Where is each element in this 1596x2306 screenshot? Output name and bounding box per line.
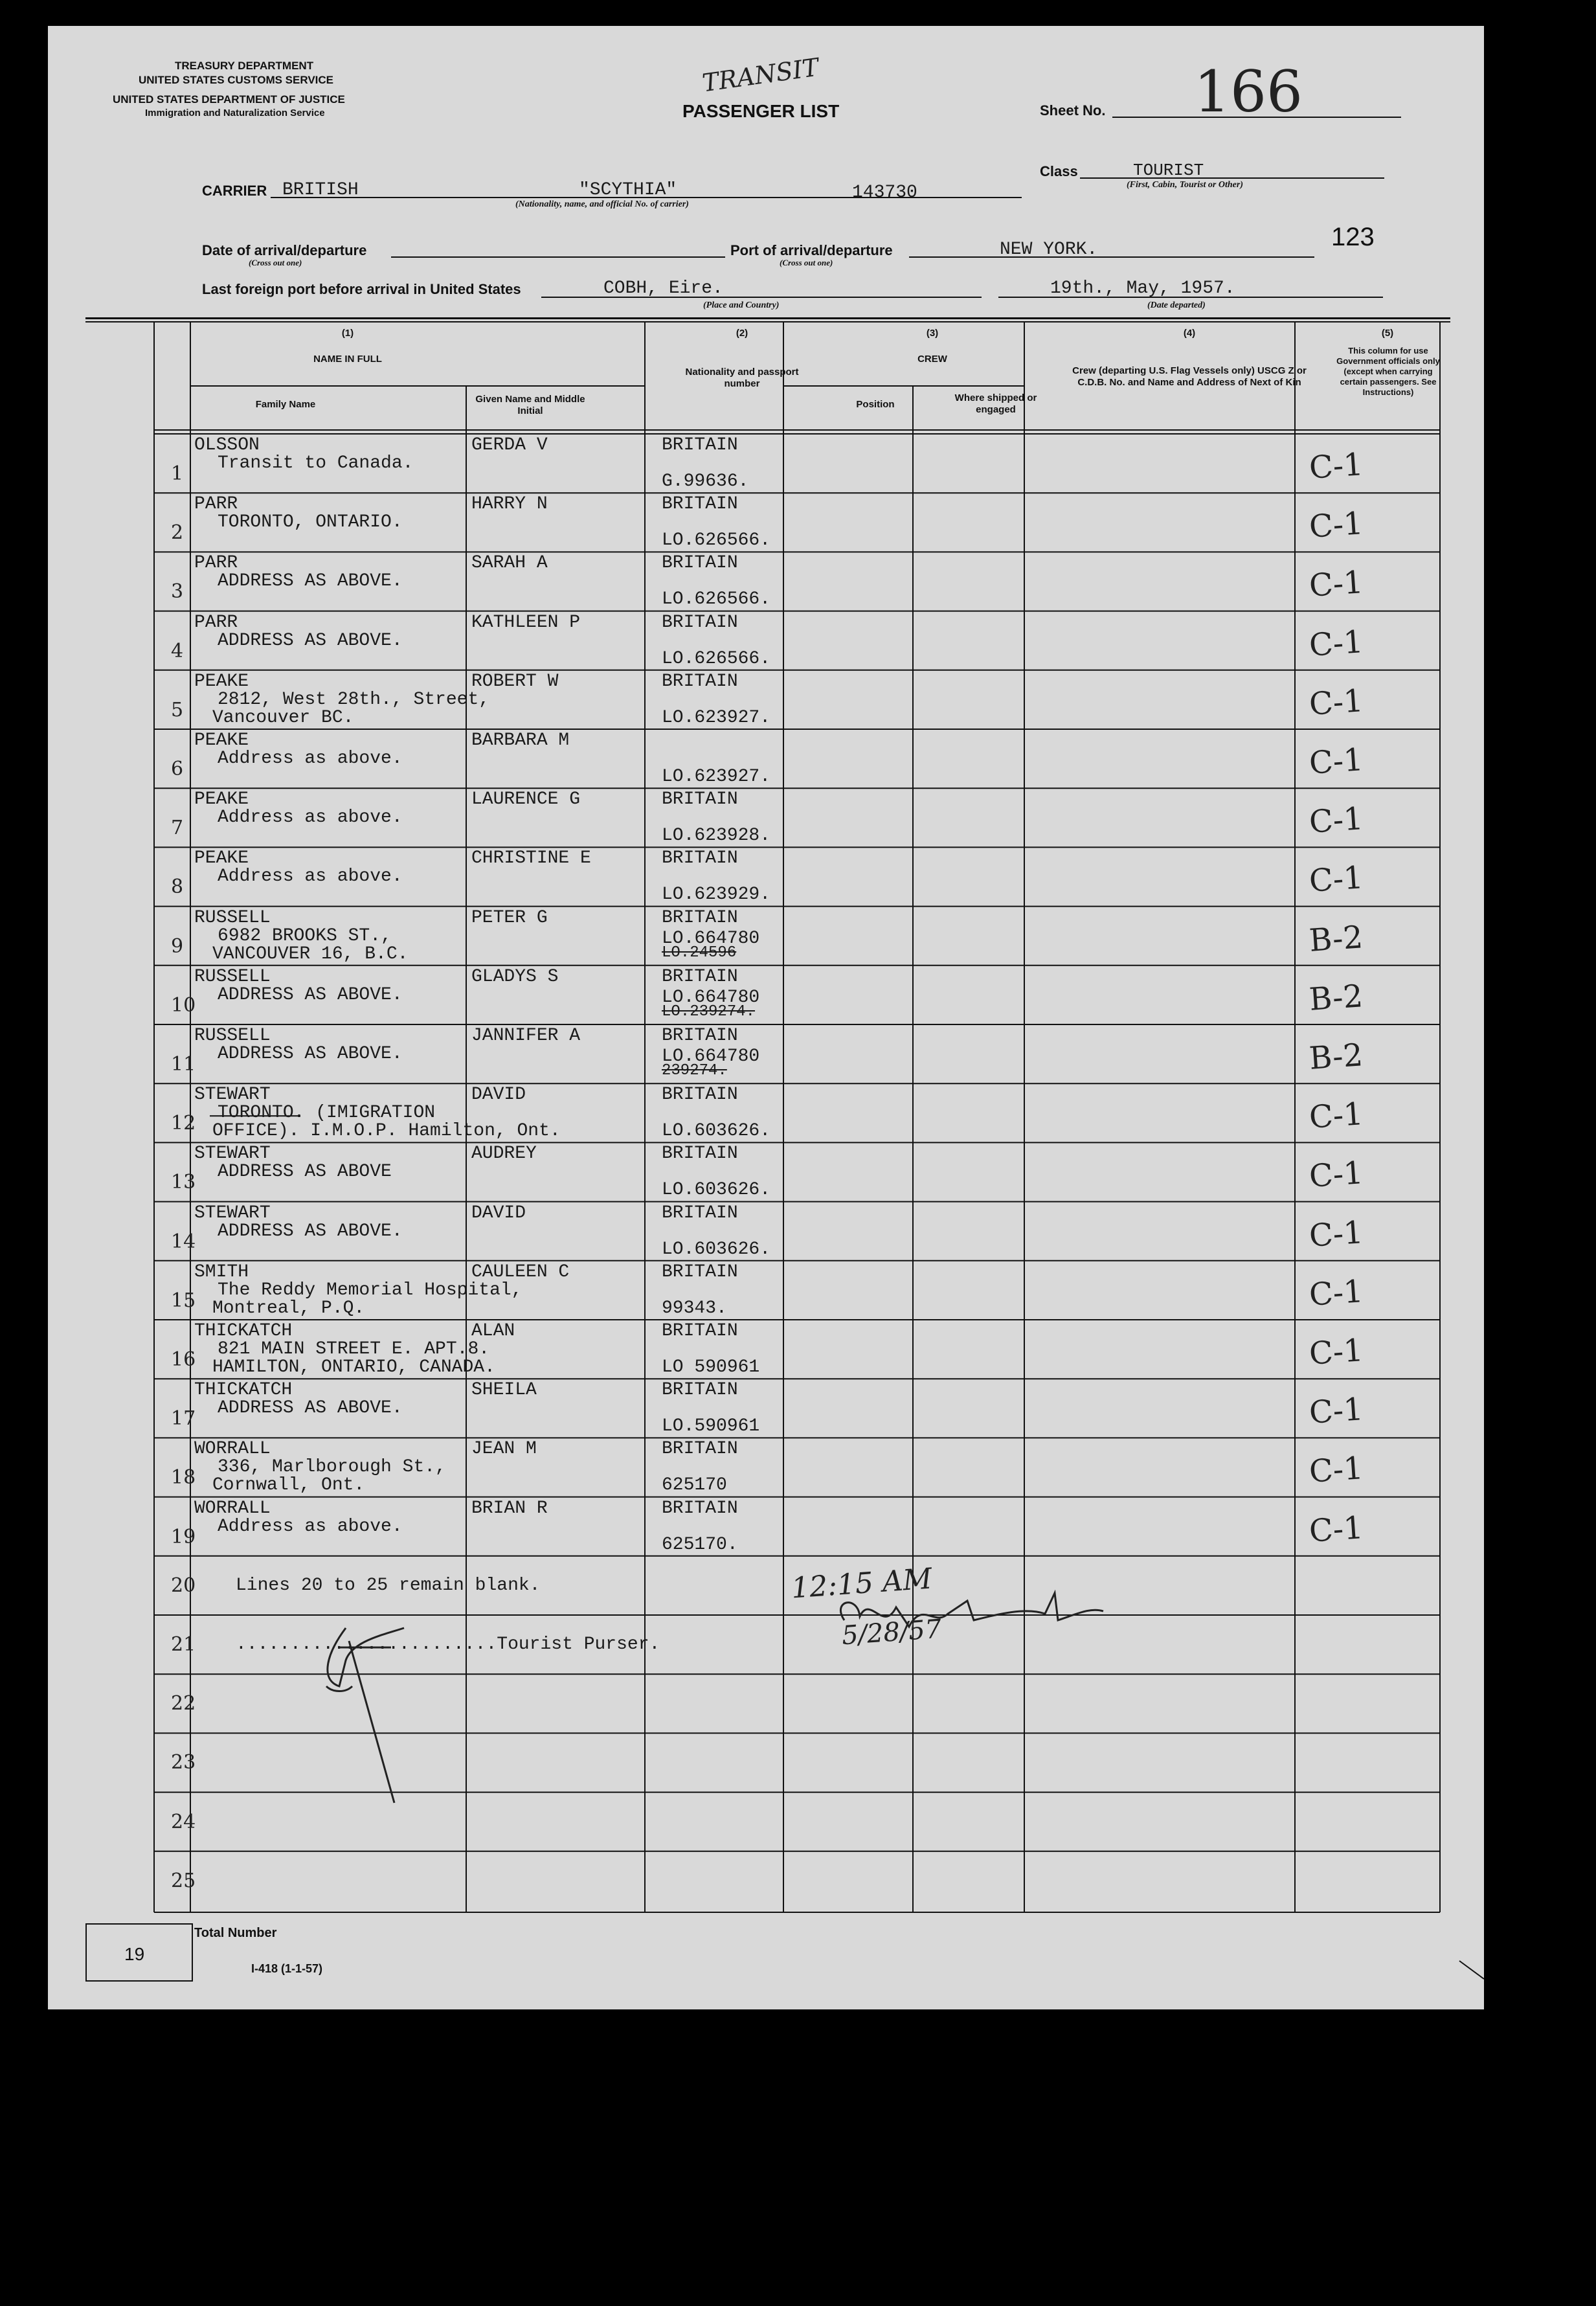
- date-hint: (Cross out one): [249, 258, 302, 267]
- nationality: BRITAIN: [662, 907, 738, 928]
- official-mark: C-1: [1308, 682, 1365, 723]
- family-name: SMITH: [194, 1261, 249, 1282]
- address-line-2: HAMILTON, ONTARIO, CANADA.: [212, 1357, 495, 1377]
- address-line-1: 2812, West 28th., Street,: [218, 689, 490, 710]
- hand-note-time: 12:15 AM: [790, 1562, 934, 1605]
- row-number: 11: [171, 1053, 196, 1076]
- date-departed-hint: (Date departed): [1147, 300, 1206, 310]
- nationality: BRITAIN: [662, 1085, 738, 1105]
- official-mark: B-2: [1308, 977, 1364, 1018]
- total-number-label: Total Number: [194, 1926, 277, 1940]
- agency-line-2: UNITED STATES CUSTOMS SERVICE: [139, 74, 334, 86]
- row-number: 19: [171, 1525, 196, 1548]
- passport-number: 625170: [662, 1475, 727, 1496]
- family-name: STEWART: [194, 1144, 271, 1164]
- col1-num: (1): [341, 328, 354, 339]
- col3-num: (3): [926, 328, 939, 339]
- col3-title: CREW: [917, 354, 947, 365]
- row-number: 14: [171, 1230, 196, 1253]
- col5-header: This column for use Government officials only (except when carrying certain passengers. See Instructions): [1336, 346, 1440, 397]
- official-mark: C-1: [1308, 859, 1365, 900]
- passport-number: LO.626566.: [662, 589, 771, 610]
- given-name: BARBARA M: [471, 730, 570, 751]
- family-name: PEAKE: [194, 789, 249, 810]
- address-line-1: ADDRESS AS ABOVE.: [218, 1398, 403, 1419]
- col3b-header: Where shipped or engaged: [954, 392, 1037, 415]
- address-line-2: OFFICE). I.M.O.P. Hamilton, Ont.: [212, 1121, 561, 1142]
- family-name: WORRALL: [194, 1498, 271, 1519]
- address-line-1: Address as above.: [218, 749, 403, 769]
- row-number: 5: [171, 698, 184, 721]
- official-mark: C-1: [1308, 564, 1365, 605]
- date-departed-value: 19th., May, 1957.: [1050, 278, 1235, 299]
- nationality: BRITAIN: [662, 1380, 738, 1401]
- passport-number: 625170.: [662, 1534, 738, 1555]
- port-number: 123: [1331, 223, 1375, 251]
- hand-note-date: 5/28/57: [840, 1614, 943, 1651]
- given-name: DAVID: [471, 1085, 526, 1105]
- nationality: BRITAIN: [662, 612, 738, 633]
- nationality: BRITAIN: [662, 494, 738, 515]
- transit-stamp: TRANSIT: [700, 52, 821, 98]
- official-mark: C-1: [1308, 505, 1365, 546]
- passport-number: LO.590961: [662, 1416, 760, 1437]
- row-number: 17: [171, 1407, 196, 1430]
- table-grid: [48, 26, 1484, 2009]
- carrier-official-no: 143730: [852, 183, 917, 203]
- official-mark: C-1: [1308, 1096, 1365, 1136]
- official-mark: C-1: [1308, 1332, 1365, 1372]
- given-name: ROBERT W: [471, 671, 559, 692]
- old-passport-number: LO.239274.: [662, 1002, 756, 1021]
- passport-number: LO.664780: [662, 1046, 760, 1067]
- family-name: STEWART: [194, 1203, 271, 1223]
- passenger-list-sheet: [48, 26, 1484, 2009]
- nationality: BRITAIN: [662, 1203, 738, 1223]
- row-number: 23: [171, 1751, 196, 1774]
- address-line-1: TORONTO, ONTARIO.: [218, 512, 403, 533]
- row-number: 3: [171, 580, 184, 604]
- carrier-label: CARRIER: [202, 183, 267, 199]
- carrier-name: "SCYTHIA": [579, 180, 677, 200]
- col5-num: (5): [1381, 328, 1394, 339]
- given-name: JEAN M: [471, 1439, 537, 1460]
- class-value: TOURIST: [1133, 161, 1204, 180]
- passport-number: G.99636.: [662, 471, 749, 492]
- nationality: BRITAIN: [662, 789, 738, 810]
- family-name: PARR: [194, 494, 238, 515]
- given-name: PETER G: [471, 907, 548, 928]
- address-line-1: ADDRESS AS ABOVE.: [218, 1044, 403, 1064]
- passport-number: LO.623928.: [662, 826, 771, 846]
- sheet-no-value: 166: [1194, 58, 1303, 125]
- address-line-1: TORONTO. (IMIGRATION: [218, 1103, 436, 1124]
- given-name: DAVID: [471, 1203, 526, 1223]
- col2-header: Nationality and passport number: [685, 367, 799, 389]
- old-passport-number: 239274.: [662, 1062, 727, 1080]
- carrier-hint: (Nationality, name, and official No. of carrier): [515, 199, 689, 209]
- form-number: I-418 (1-1-57): [251, 1962, 323, 1975]
- col3a-header: Position: [856, 399, 895, 410]
- family-name: PEAKE: [194, 671, 249, 692]
- col4-header: Crew (departing U.S. Flag Vessels only) USCG Z or C.D.B. No. and Name and Address of Next of Kin: [1072, 365, 1307, 388]
- nationality: BRITAIN: [662, 1439, 738, 1460]
- family-name: PARR: [194, 612, 238, 633]
- official-mark: C-1: [1308, 1509, 1365, 1550]
- foreign-port-value: COBH, Eire.: [603, 278, 723, 299]
- address-line-2: Vancouver BC.: [212, 707, 354, 728]
- nationality: BRITAIN: [662, 671, 738, 692]
- row-number: 22: [171, 1692, 196, 1715]
- row-number: 8: [171, 876, 184, 899]
- official-mark: C-1: [1308, 741, 1365, 782]
- given-name: LAURENCE G: [471, 789, 581, 810]
- row-number: 20: [171, 1574, 196, 1597]
- given-name: BRIAN R: [471, 1498, 548, 1519]
- address-line-1: ADDRESS AS ABOVE.: [218, 571, 403, 592]
- port-value: NEW YORK.: [1000, 240, 1098, 260]
- address-line-1: ........................Tourist Purser.: [236, 1634, 660, 1655]
- col2-num: (2): [736, 328, 748, 339]
- port-label: Port of arrival/departure: [730, 242, 893, 258]
- official-mark: C-1: [1308, 1391, 1365, 1432]
- row-number: 16: [171, 1348, 196, 1371]
- port-hint: (Cross out one): [780, 258, 833, 267]
- agency-line-4: Immigration and Naturalization Service: [145, 107, 325, 119]
- family-name: THICKATCH: [194, 1321, 293, 1341]
- official-mark: C-1: [1308, 1214, 1365, 1254]
- passport-number: LO 590961: [662, 1357, 760, 1377]
- address-line-1: ADDRESS AS ABOVE: [218, 1162, 392, 1182]
- given-name: JANNIFER A: [471, 1026, 581, 1046]
- family-name: WORRALL: [194, 1439, 271, 1460]
- passport-number: LO.664780: [662, 928, 760, 949]
- nationality: BRITAIN: [662, 1498, 738, 1519]
- purser-signature: [300, 1622, 430, 1816]
- row-number: 4: [171, 639, 184, 662]
- given-name: HARRY N: [471, 494, 548, 515]
- address-line-1: 6982 BROOKS ST.,: [218, 925, 392, 946]
- address-line-1: 821 MAIN STREET E. APT.8.: [218, 1339, 490, 1359]
- row-number: 18: [171, 1466, 196, 1489]
- family-name: PEAKE: [194, 848, 249, 869]
- family-name: PEAKE: [194, 730, 249, 751]
- passport-number: LO.623927.: [662, 767, 771, 787]
- passport-number: LO.603626.: [662, 1121, 771, 1142]
- given-name: CHRISTINE E: [471, 848, 591, 869]
- row-number: 7: [171, 817, 184, 840]
- nationality: BRITAIN: [662, 966, 738, 987]
- given-name: SHEILA: [471, 1380, 537, 1401]
- family-name: RUSSELL: [194, 1026, 271, 1046]
- agency-line-3: UNITED STATES DEPARTMENT OF JUSTICE: [113, 93, 345, 106]
- given-name: AUDREY: [471, 1144, 537, 1164]
- address-line-1: The Reddy Memorial Hospital,: [218, 1280, 523, 1300]
- given-name: SARAH A: [471, 553, 548, 574]
- address-line-1: ADDRESS AS ABOVE.: [218, 630, 403, 651]
- passport-number: LO.623927.: [662, 707, 771, 728]
- official-mark: C-1: [1308, 800, 1365, 841]
- class-label: Class: [1040, 163, 1078, 179]
- official-mark: C-1: [1308, 1272, 1365, 1313]
- foreign-port-hint: (Place and Country): [703, 300, 780, 310]
- family-name: THICKATCH: [194, 1380, 293, 1401]
- address-line-2: Montreal, P.Q.: [212, 1298, 365, 1318]
- address-line-1: ADDRESS AS ABOVE.: [218, 984, 403, 1005]
- official-mark: C-1: [1308, 1450, 1365, 1491]
- address-line-2: Cornwall, Ont.: [212, 1475, 365, 1496]
- passport-number: LO.664780: [662, 987, 760, 1008]
- passport-number: LO.626566.: [662, 648, 771, 669]
- given-name: GERDA V: [471, 435, 548, 455]
- col1-title: NAME IN FULL: [313, 354, 382, 365]
- family-name: OLSSON: [194, 435, 260, 455]
- nationality: BRITAIN: [662, 1261, 738, 1282]
- passport-number: 99343.: [662, 1298, 727, 1318]
- sheet-no-label: Sheet No.: [1040, 102, 1106, 119]
- address-line-1: ADDRESS AS ABOVE.: [218, 1221, 403, 1241]
- address-line-1: Address as above.: [218, 808, 403, 828]
- passport-number: LO.603626.: [662, 1180, 771, 1201]
- passport-number: LO.626566.: [662, 530, 771, 551]
- family-name: RUSSELL: [194, 966, 271, 987]
- col1b-header: Given Name and Middle Initial: [475, 394, 585, 416]
- official-mark: C-1: [1308, 1155, 1365, 1195]
- page-title: PASSENGER LIST: [682, 101, 840, 121]
- official-mark: C-1: [1308, 623, 1365, 664]
- row-number: 13: [171, 1171, 196, 1194]
- carrier-nationality: BRITISH: [282, 180, 359, 200]
- nationality: BRITAIN: [662, 553, 738, 574]
- col4-num: (4): [1183, 328, 1196, 339]
- row-number: 1: [171, 462, 184, 485]
- row-number: 2: [171, 521, 184, 545]
- official-mark: B-2: [1308, 1037, 1364, 1077]
- official-mark: C-1: [1308, 446, 1365, 486]
- address-line-1: Transit to Canada.: [218, 453, 414, 473]
- nationality: BRITAIN: [662, 1026, 738, 1046]
- address-line-1: Lines 20 to 25 remain blank.: [236, 1575, 541, 1596]
- total-number-value: 19: [124, 1944, 145, 1964]
- family-name: STEWART: [194, 1085, 271, 1105]
- inspector-signature: [831, 1588, 1129, 1640]
- row-number: 15: [171, 1289, 196, 1312]
- address-line-1: Address as above.: [218, 866, 403, 887]
- class-hint: (First, Cabin, Tourist or Other): [1127, 180, 1243, 190]
- agency-line-1: TREASURY DEPARTMENT: [175, 60, 314, 72]
- row-number: 25: [171, 1869, 196, 1892]
- given-name: GLADYS S: [471, 966, 559, 987]
- nationality: BRITAIN: [662, 1321, 738, 1341]
- nationality: BRITAIN: [662, 1144, 738, 1164]
- row-number: 6: [171, 758, 184, 780]
- address-line-1: 336, Marlborough St.,: [218, 1457, 446, 1478]
- row-number: 21: [171, 1633, 196, 1656]
- row-number: 10: [171, 993, 196, 1017]
- given-name: KATHLEEN P: [471, 612, 581, 633]
- row-number: 9: [171, 934, 184, 958]
- old-passport-number: LO.24596: [662, 944, 737, 962]
- date-label: Date of arrival/departure: [202, 242, 367, 258]
- address-line-2: VANCOUVER 16, B.C.: [212, 944, 409, 964]
- official-mark: B-2: [1308, 918, 1364, 959]
- nationality: BRITAIN: [662, 848, 738, 869]
- given-name: ALAN: [471, 1321, 515, 1341]
- foreign-port-label: Last foreign port before arrival in United States: [202, 281, 521, 297]
- row-number: 24: [171, 1810, 196, 1833]
- given-name: CAULEEN C: [471, 1261, 570, 1282]
- address-line-1: Address as above.: [218, 1516, 403, 1537]
- family-name: PARR: [194, 553, 238, 574]
- col1a-header: Family Name: [255, 399, 316, 410]
- passport-number: LO.623929.: [662, 885, 771, 905]
- passport-number: LO.603626.: [662, 1239, 771, 1260]
- row-number: 12: [171, 1112, 196, 1135]
- nationality: BRITAIN: [662, 435, 738, 455]
- family-name: RUSSELL: [194, 907, 271, 928]
